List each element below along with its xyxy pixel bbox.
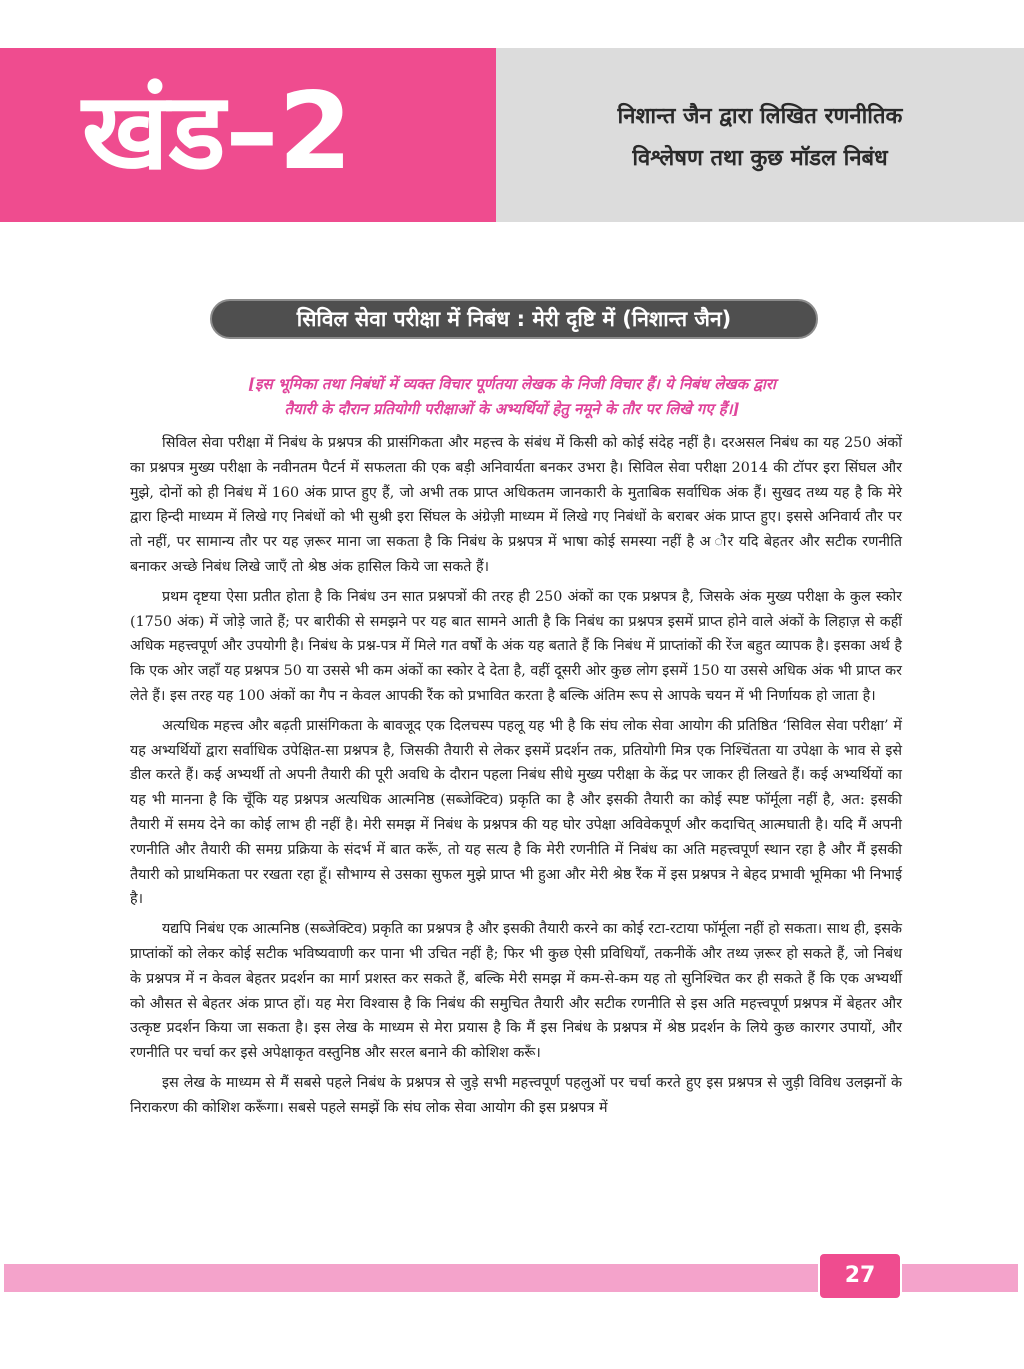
paragraph-3: अत्यधिक महत्त्व और बढ़ती प्रासंगिकता के बावजूद एक दिलचस्प पहलू यह भी है कि संघ लोक सेवा आयोग की प्रतिष्ठित ‘सिविल सेवा परीक्षा’ में यह अभ्यर्थियों द्वारा सर्वाधिक उपेक्षित-सा प्रश्नपत्र है, जिसकी तैयारी से लेकर इसमें प्रदर्शन तक, प्रतियोगी मित्र एक निश्चिंतता या उपेक्षा के भाव से इसे डील करते हैं। कई अभ्यर्थी तो अपनी तैयारी की पूरी अवधि के दौरान पहला निबंध सीधे मुख्य परीक्षा के केंद्र पर जाकर ही लिखते हैं। कई अभ्यर्थियों का यह भी मानना है कि चूँकि यह प्रश्नपत्र अत्यधिक आत्मनिष्ठ (सब्जेक्टिव) प्रकृति का है और इसकी तैयारी का कोई स्पष्ट फॉर्मूला नहीं है, अत: इसकी तैयारी में समय देने का कोई लाभ ही नहीं है। मेरी समझ में निबंध के प्रश्नपत्र की यह घोर उपेक्षा अविवेकपूर्ण और कदाचित् आत्मघाती है। यदि मैं अपनी रणनीति और तैयारी की समग्र प्रक्रिया के संदर्भ में बात करूँ, तो यह सत्य है कि मेरी रणनीति में निबंध का अति महत्त्वपूर्ण स्थान रहा है और मैं इसकी तैयारी को प्राथमिकता पर रखता रहा हूँ। सौभाग्य से उसका सुफल मुझे प्राप्त भी हुआ और मेरी श्रेष्ठ रैंक में इस प्रश्नपत्र ने बेहद प्रभावी भूमिका भी निभाई है। (130, 717, 902, 908)
chapter-subtitle-line-1: निशान्त जैन द्वारा लिखित रणनीतिक (617, 104, 903, 129)
page-number: 27 (818, 1252, 902, 1300)
body-text (130, 431, 902, 1126)
paragraph-1: सिविल सेवा परीक्षा में निबंध के प्रश्नपत्र की प्रासंगिकता और महत्त्व के संबंध में किसी को कोई संदेह नहीं है। दरअसल निबंध का यह 250 अंकों का प्रश्नपत्र मुख्य परीक्षा के नवीनतम पैटर्न में सफलता की एक बड़ी अनिवार्यता बनकर उभरा है। सिविल सेवा परीक्षा 2014 की टॉपर इरा सिंघल और मुझे, दोनों को ही निबंध में 160 अंक प्राप्त हुए हैं, जो अभी तक प्राप्त अधिकतम जानकारी के मुताबिक सर्वाधिक अंक हैं। सुखद तथ्य यह है कि मेरे द्वारा हिन्दी माध्यम में लिखे गए निबंधों को भी सुश्री इरा सिंघल के अंग्रेज़ी माध्यम में लिखे गए निबंधों के बराबर अंक प्राप्त हुए। इससे अनिवार्य तौर पर तो नहीं, पर सामान्य तौर पर यह ज़रूर माना जा सकता है कि निबंध के प्रश्नपत्र में भाषा कोई समस्या नहीं है अ ौर यदि बेहतर और सटीक रणनीति बनाकर अच्छे निबंध लिखे जाएँ तो श्रेष्ठ अंक हासिल किये जा सकते हैं। (130, 435, 902, 575)
author-note (150, 372, 874, 422)
paragraph-4: यद्यपि निबंध एक आत्मनिष्ठ (सब्जेक्टिव) प्रकृति का प्रश्नपत्र है और इसकी तैयारी करने का कोई रटा-रटाया फॉर्मूला नहीं हो सकता। साथ ही, इसके प्राप्तांकों को लेकर कोई सटीक भविष्यवाणी कर पाना भी उचित नहीं है; फिर भी कुछ ऐसी प्रविधियाँ, तकनीकें और तथ्य ज़रूर हो सकते हैं, जो निबंध के प्रश्नपत्र में न केवल बेहतर प्रदर्शन का मार्ग प्रशस्त कर सकते हैं, बल्कि मेरी समझ में कम-से-कम यह तो सुनिश्चित कर ही सकते हैं कि एक अभ्यर्थी को औसत से बेहतर अंक प्राप्त हों। यह मेरा विश्वास है कि निबंध की समुचित तैयारी और सटीक रणनीति से इस अति महत्त्वपूर्ण प्रश्नपत्र में बेहतर और उत्कृष्ट प्रदर्शन किया जा सकता है। इस लेख के माध्यम से मेरा प्रयास है कि मैं इस निबंध के प्रश्नपत्र में श्रेष्ठ प्रदर्शन के लिये कुछ कारगर उपायों, और रणनीति पर चर्चा कर इसे अपेक्षाकृत वस्तुनिष्ठ और सरल बनाने की कोशिश करूँ। (130, 921, 902, 1062)
author-note-line-1: [इस भूमिका तथा निबंधों में व्यक्त विचार पूर्णतया लेखक के निजी विचार हैं। ये निबंध लेखक द्वारा (248, 375, 776, 393)
chapter-subtitle-line-2: विश्लेषण तथा कुछ मॉडल निबंध (632, 146, 888, 171)
paragraph-5: इस लेख के माध्यम से मैं सबसे पहले निबंध के प्रश्नपत्र से जुड़े सभी महत्त्वपूर्ण पहलुओं पर चर्चा करते हुए इस प्रश्नपत्र से जुड़ी विविध उलझनों के निराकरण की कोशिश करूँगा। सबसे पहले समझें कि संघ लोक सेवा आयोग की इस प्रश्नपत्र में (130, 1074, 902, 1116)
paragraph-2: प्रथम दृष्टया ऐसा प्रतीत होता है कि निबंध उन सात प्रश्नपत्रों की तरह ही 250 अंकों का एक प्रश्नपत्र है, जिसके अंक मुख्य परीक्षा के कुल स्कोर (1750 अंक) में जोड़े जाते हैं; पर बारीकी से समझने पर यह बात सामने आती है कि निबंध का प्रश्नपत्र इसमें प्राप्त होने वाले अंकों के लिहाज़ से कहीं अधिक महत्त्वपूर्ण और उपयोगी है। निबंध के प्रश्न-पत्र में मिले गत वर्षों के अंक यह बताते हैं कि निबंध में प्राप्तांकों की रेंज बहुत व्यापक है। इसका अर्थ है कि एक ओर जहाँ यह प्रश्नपत्र 50 या उससे भी कम अंकों का स्कोर दे देता है, वहीं दूसरी ओर कुछ लोग इसमें 150 या उससे अधिक अंक भी प्राप्त कर लेते हैं। इस तरह यह 100 अंकों का गैप न केवल आपकी रैंक को प्रभावित करता है बल्कि अंतिम रूप से आपके चयन में भी निर्णायक हो जाता है। (130, 588, 902, 704)
section-heading: सिविल सेवा परीक्षा में निबंध : मेरी दृष्टि में (निशान्त जैन) (210, 299, 818, 339)
chapter-title: खंड–2 (82, 70, 353, 193)
chapter-subtitle (496, 96, 1024, 180)
author-note-line-2: तैयारी के दौरान प्रतियोगी परीक्षाओं के अभ्यर्थियों हेतु नमूने के तौर पर लिखे गए हैं।] (284, 400, 740, 418)
